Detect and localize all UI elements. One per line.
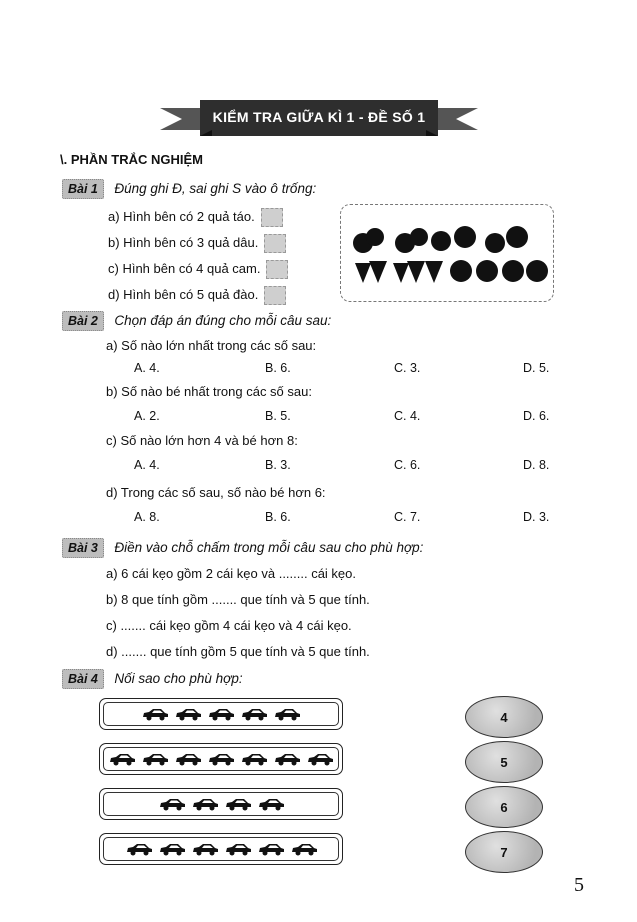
car-icon (273, 707, 301, 721)
bai1-item: a) Hình bên có 2 quả táo. (108, 208, 283, 227)
car-icon (207, 707, 235, 721)
bai1-instruction: Đúng ghi Đ, sai ghi S vào ô trống: (114, 181, 317, 196)
bai1-header (62, 179, 316, 199)
bai3-label: Bài 3 (62, 538, 104, 558)
number-label: 4 (500, 709, 508, 725)
bai2-question: a) Số nào lớn nhất trong các số sau: (106, 338, 317, 353)
bai1-label: Bài 1 (62, 179, 104, 199)
bai2-label: Bài 2 (62, 311, 104, 331)
bai3-item: a) 6 cái kẹo gồm 2 cái kẹo và ........ cái kẹo. (106, 566, 357, 581)
car-group[interactable] (99, 788, 343, 820)
option[interactable]: D. 8. (523, 458, 550, 472)
bai1-item: c) Hình bên có 4 quả cam. (108, 260, 288, 279)
answer-box[interactable] (266, 260, 288, 279)
number-oval[interactable] (465, 831, 543, 873)
bai4-label: Bài 4 (62, 669, 104, 689)
option[interactable]: A. 4. (134, 458, 160, 472)
car-icon (141, 752, 169, 766)
bai1-item: d) Hình bên có 5 quả đào. (108, 286, 286, 305)
car-group[interactable] (99, 698, 343, 730)
answer-box[interactable] (261, 208, 283, 227)
car-icon (273, 752, 301, 766)
bai3-instruction: Điền vào chỗ chấm trong mỗi câu sau cho phù hợp: (114, 540, 424, 555)
option[interactable]: A. 8. (134, 510, 160, 524)
car-group[interactable] (99, 743, 343, 775)
bai2-question: c) Số nào lớn hơn 4 và bé hơn 8: (106, 433, 298, 448)
number-label: 5 (500, 754, 508, 770)
car-icon (224, 797, 252, 811)
car-icon (125, 842, 153, 856)
car-icon (207, 752, 235, 766)
car-icon (174, 752, 202, 766)
option[interactable]: C. 3. (394, 361, 421, 375)
bai3-item: d) ....... que tính gồm 5 que tính và 5 que tính. (106, 644, 370, 659)
car-icon (191, 842, 219, 856)
car-icon (306, 752, 334, 766)
bai3-header (62, 538, 423, 558)
bai1-item: b) Hình bên có 3 quả dâu. (108, 234, 286, 253)
number-oval[interactable] (465, 696, 543, 738)
bai2-question: b) Số nào bé nhất trong các số sau: (106, 384, 312, 399)
car-icon (224, 842, 252, 856)
bai3-item: c) ....... cái kẹo gồm 4 cái kẹo và 4 cái kẹo. (106, 618, 352, 633)
car-icon (240, 707, 268, 721)
option[interactable]: C. 7. (394, 510, 421, 524)
number-oval[interactable] (465, 741, 543, 783)
section-heading: \. PHẦN TRẮC NGHIỆM (60, 152, 203, 167)
car-icon (240, 752, 268, 766)
page-number: 5 (574, 874, 584, 896)
option[interactable]: B. 6. (265, 361, 291, 375)
bai2-instruction: Chọn đáp án đúng cho mỗi câu sau: (114, 313, 332, 328)
car-group[interactable] (99, 833, 343, 865)
car-icon (257, 842, 285, 856)
car-icon (191, 797, 219, 811)
number-oval[interactable] (465, 786, 543, 828)
option[interactable]: C. 6. (394, 458, 421, 472)
option[interactable]: D. 5. (523, 361, 550, 375)
bai4-header (62, 669, 243, 689)
option[interactable]: A. 2. (134, 409, 160, 423)
option[interactable]: C. 4. (394, 409, 421, 423)
option[interactable]: A. 4. (134, 361, 160, 375)
car-icon (158, 797, 186, 811)
number-label: 6 (500, 799, 508, 815)
bai4-instruction: Nối sao cho phù hợp: (114, 671, 243, 686)
option[interactable]: D. 6. (523, 409, 550, 423)
number-label: 7 (500, 844, 508, 860)
fruit-picture (340, 204, 554, 302)
bai2-header (62, 311, 331, 331)
option[interactable]: B. 6. (265, 510, 291, 524)
option[interactable]: B. 3. (265, 458, 291, 472)
car-icon (108, 752, 136, 766)
bai3-item: b) 8 que tính gồm ....... que tính và 5 que tính. (106, 592, 370, 607)
option[interactable]: B. 5. (265, 409, 291, 423)
answer-box[interactable] (264, 286, 286, 305)
answer-box[interactable] (264, 234, 286, 253)
car-icon (158, 842, 186, 856)
page-title: KIỂM TRA GIỮA KÌ 1 - ĐỀ SỐ 1 (212, 109, 426, 125)
option[interactable]: D. 3. (523, 510, 550, 524)
bai2-question: d) Trong các số sau, số nào bé hơn 6: (106, 485, 326, 500)
car-icon (174, 707, 202, 721)
car-icon (141, 707, 169, 721)
car-icon (290, 842, 318, 856)
car-icon (257, 797, 285, 811)
